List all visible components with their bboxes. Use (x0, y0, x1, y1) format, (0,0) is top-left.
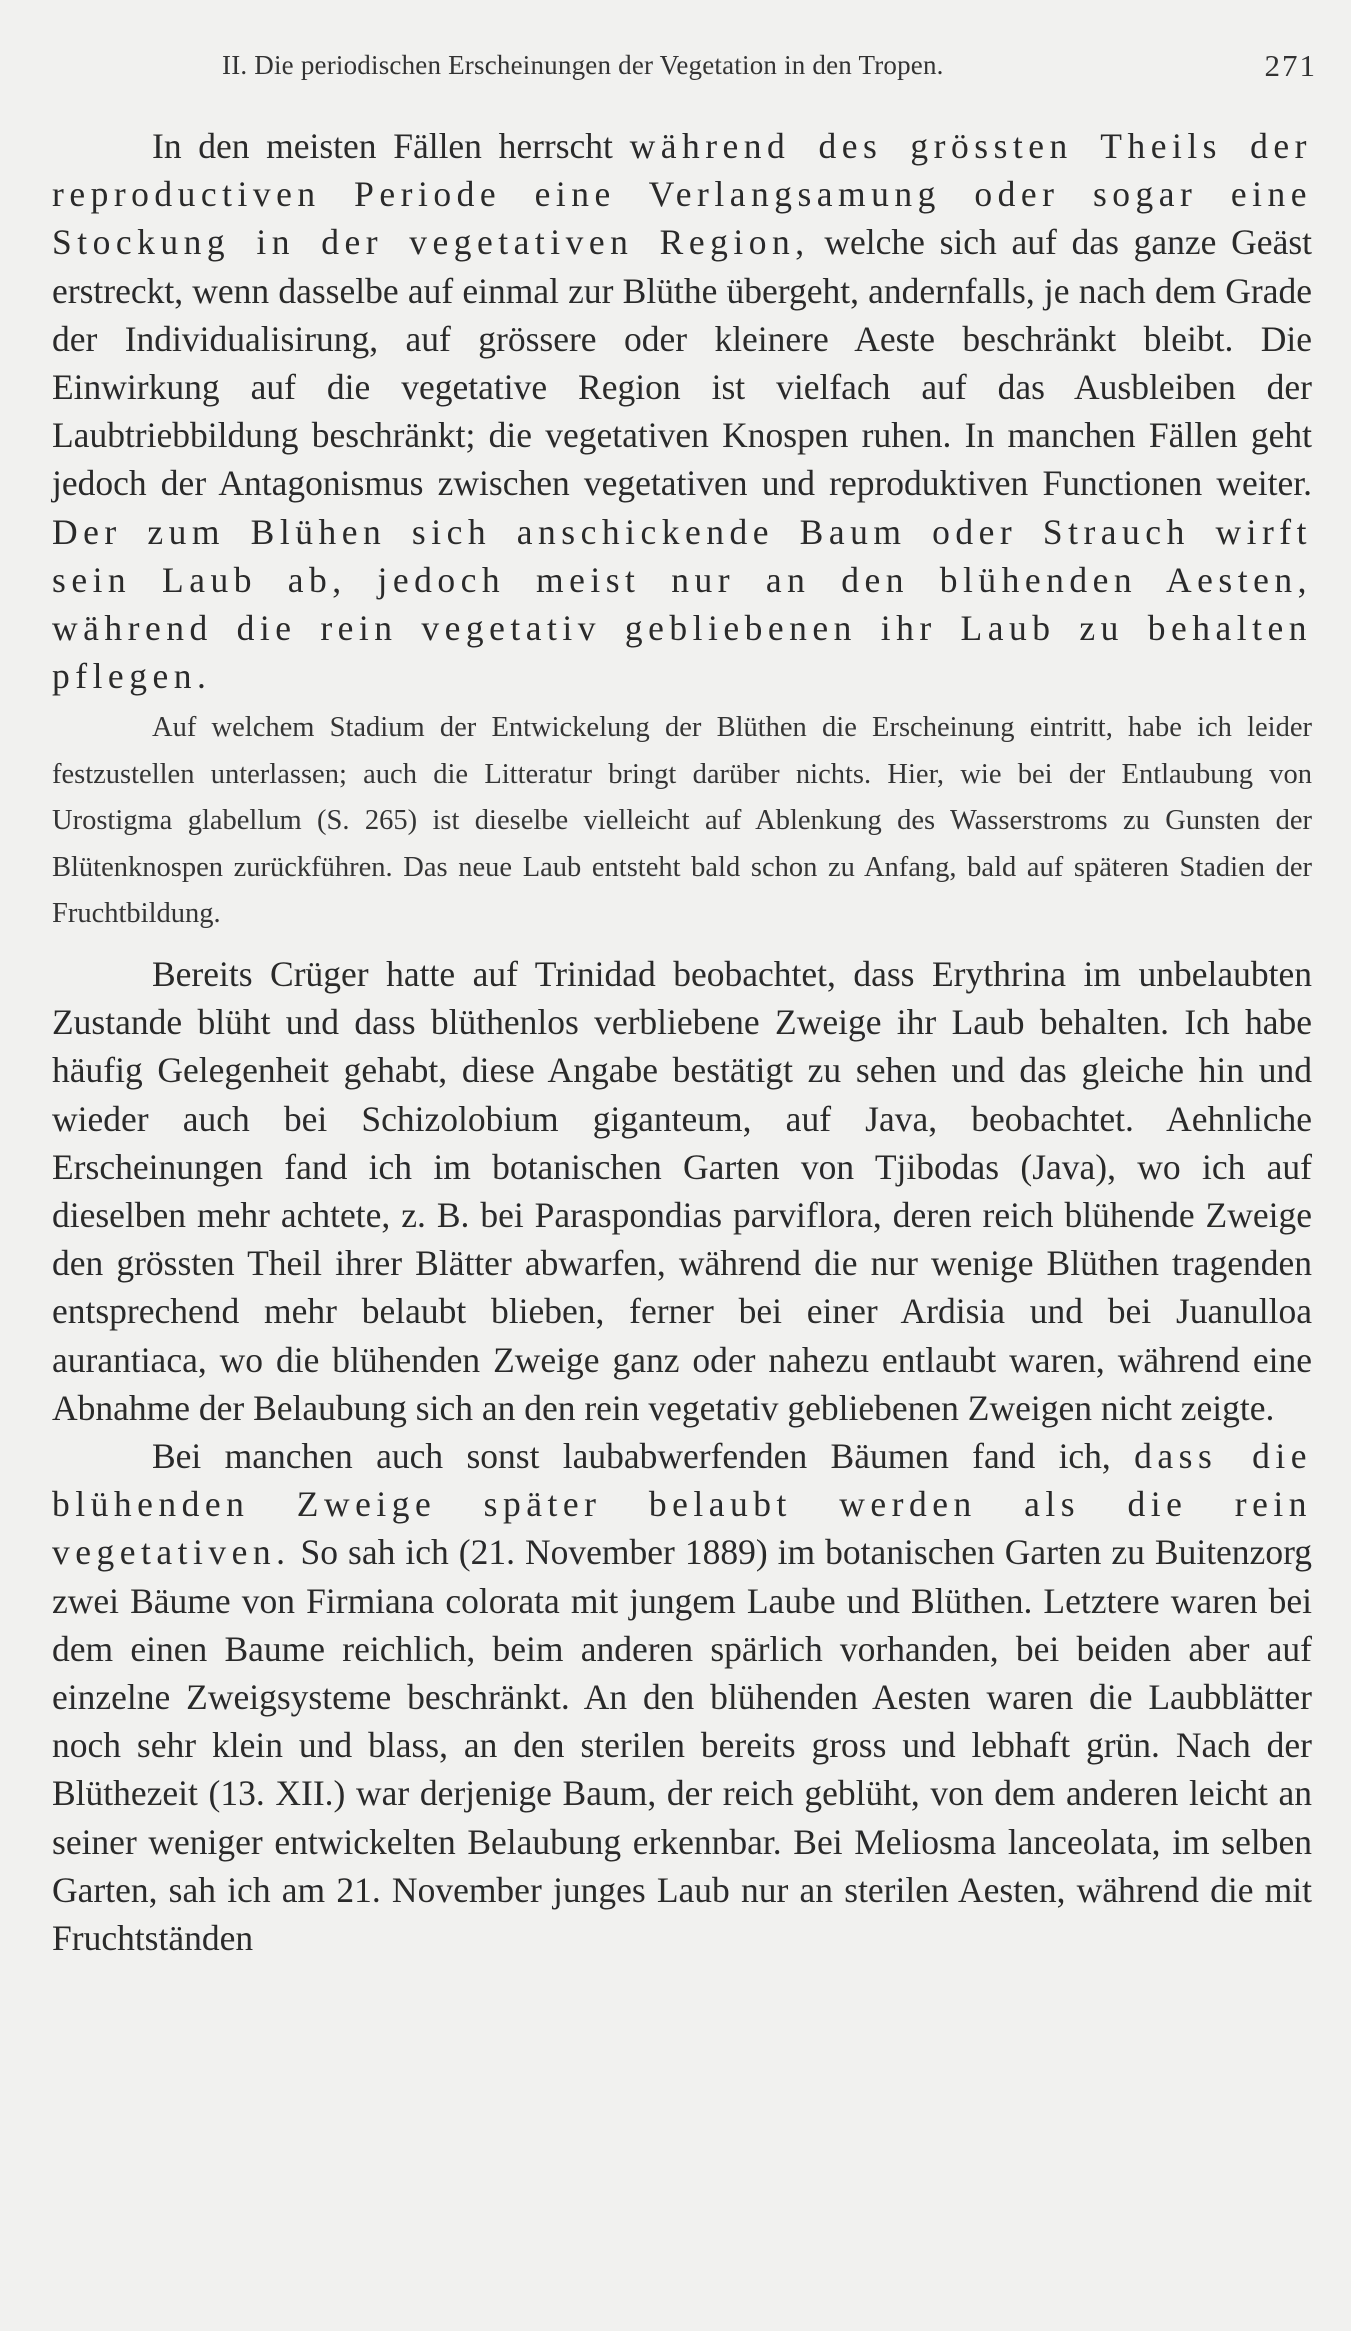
running-head (52, 44, 1317, 84)
paragraph-1-emphasis-a: während des grössten Theils der reproductiven Periode eine Verlangsamung oder sogar eine Stockung in der vegetativen Region, (52, 126, 1312, 263)
footnote-paragraph: Auf welchem Stadium der Entwickelung der Blüthen die Erscheinung eintritt, habe ich leider festzustellen unterlassen; auch die Litteratur bringt darüber nichts. Hier, wie bei der Entlaubung von Urostigma glabellum (S. 265) ist dieselbe vielleicht auf Ablenkung des Wasserstroms zu Gunsten der Blütenknospen zurückführen. Das neue Laub entsteht bald schon zu Anfang, bald auf späteren Stadien der Fruchtbildung. (52, 712, 1312, 930)
paragraph-1 (52, 122, 1312, 700)
paragraph-3 (52, 1432, 1312, 1962)
paragraph-1-text-a: In den meisten Fällen herrscht (152, 126, 630, 166)
running-title: II. Die periodischen Erscheinungen der Vegetation in den Tropen. (222, 50, 944, 80)
paragraph-2: Bereits Crüger hatte auf Trinidad beobachtet, dass Erythrina im unbelaubten Zustande blüht und dass blüthenlos verbliebene Zweige ihr Laub behalten. Ich habe häufig Gelegenheit gehabt, diese Angabe bestätigt zu sehen und das gleiche hin und wieder auch bei Schizolobium giganteum, auf Java, beobachtet. Aehnliche Erscheinungen fand ich im botanischen Garten von Tjibodas (Java), wo ich auf dieselben mehr achtete, z. B. bei Paraspondias parviflora, deren reich blühende Zweige den grössten Theil ihrer Blätter abwarfen, während die nur wenige Blüthen tragenden entsprechend mehr belaubt blieben, ferner bei einer Ardisia und bei Juanulloa aurantiaca, wo die blühenden Zweige ganz oder nahezu entlaubt waren, während eine Abnahme der Belaubung sich an den rein vegetativ gebliebenen Zweigen nicht zeigte. (52, 953, 1312, 1428)
body-text (52, 122, 1312, 1962)
paragraph-3-text-a: Bei manchen auch sonst laubabwerfenden Bäumen fand ich, (152, 1435, 1135, 1476)
paragraph-3-emphasis: dass die blühenden Zweige später belaubt werden als die rein vegetativen. (52, 1435, 1312, 1573)
paragraph-1-emphasis-b: Der zum Blühen sich anschickende Baum oder Strauch wirft sein Laub ab, jedoch meist nur an den blühenden Aesten, während die rein vegetativ gebliebenen ihr Laub zu behalten pflegen. (52, 511, 1312, 697)
paragraph-3-text-b: So sah ich (21. November 1889) im botanischen Garten zu Buitenzorg zwei Bäume von Firmiana colorata mit jungem Laube und Blüthen. Letztere waren bei dem einen Baume reichlich, beim anderen spärlich vorhanden, bei beiden aber auf einzelne Zweigsysteme beschränkt. An den blühenden Aesten waren die Laubblätter noch sehr klein und blass, an den sterilen bereits gross und lebhaft grün. Nach der Blüthezeit (13. XII.) war derjenige Baum, der reich geblüht, von dem anderen leicht an seiner weniger entwickelten Belaubung erkennbar. Bei Meliosma lanceolata, im selben Garten, sah ich am 21. November junges Laub nur an sterilen Aesten, während die mit Fruchtständen (52, 1532, 1312, 1958)
paragraph-1-text-b: welche sich auf das ganze Geäst erstreckt, wenn dasselbe auf einmal zur Blüthe übergeht, andernfalls, je nach dem Grade der Individualisirung, auf grössere oder kleinere Aeste beschränkt bleibt. Die Einwirkung auf die vegetative Region ist vielfach auf das Ausbleiben der Laubtriebbildung beschränkt; die vegetativen Knospen ruhen. In manchen Fällen geht jedoch der Antagonismus zwischen vegetativen und reproduktiven Functionen weiter. (52, 222, 1313, 504)
page-number: 271 (1264, 48, 1317, 83)
